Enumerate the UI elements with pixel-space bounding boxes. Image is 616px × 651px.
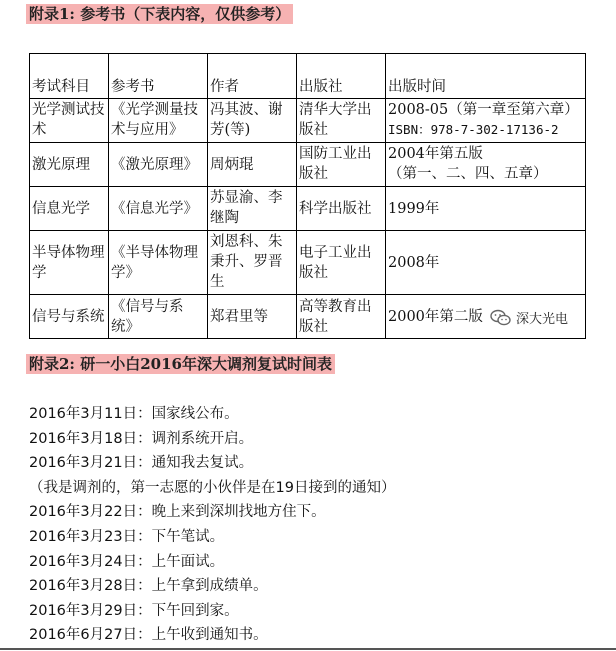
cell-publisher: 清华大学出版社 — [297, 99, 386, 143]
cell-author: 刘恩科、朱秉升、罗晋生 — [208, 231, 297, 295]
list-item: 2016年3月11日：国家线公布。 — [29, 406, 239, 422]
appendix2-title: 附录2: 研一小白2016年深大调剂复试时间表 — [26, 354, 335, 374]
cell-publisher: 国防工业出版社 — [297, 143, 386, 187]
bottom-divider — [0, 648, 616, 650]
date-text: 2004年第五版 — [388, 146, 483, 162]
cell-subject: 信息光学 — [30, 187, 109, 231]
table-row — [30, 143, 586, 187]
cell-subject: 半导体物理学 — [30, 231, 109, 295]
cell-book: 《信号与系统》 — [109, 295, 208, 339]
header-subject: 考试科目 — [30, 54, 109, 99]
list-item: 2016年6月27日：上午收到通知书。 — [29, 627, 268, 644]
cell-book: 《激光原理》 — [109, 143, 208, 187]
cell-date: 1999年 — [386, 187, 586, 231]
cell-author: 周炳琨 — [208, 143, 297, 187]
cell-author: 冯其波、谢芳(等) — [208, 99, 297, 143]
date-note: （第一、二、四、五章） — [388, 166, 548, 182]
list-item: （我是调剂的，第一志愿的小伙伴是在19日接到的通知） — [29, 479, 396, 496]
date-text: 2008-05（第一章至第六章） — [388, 102, 579, 118]
table-header-row — [30, 54, 586, 99]
isbn-text: ISBN：978-7-302-17136-2 — [388, 122, 559, 137]
cell-publisher: 高等教育出版社 — [297, 295, 386, 339]
list-item: 2016年3月23日：下午笔试。 — [29, 528, 225, 545]
list-item: 2016年3月28日：上午拿到成绩单。 — [29, 578, 268, 595]
header-date: 出版时间 — [386, 54, 586, 99]
cell-date — [386, 99, 586, 143]
watermark — [490, 308, 568, 327]
reference-table — [29, 53, 586, 339]
cell-date: 2008年 — [386, 231, 586, 295]
cell-book: 《信息光学》 — [109, 187, 208, 231]
cell-book: 《半导体物理学》 — [109, 231, 208, 295]
wechat-icon — [490, 309, 512, 327]
list-item: 2016年3月21日：通知我去复试。 — [29, 455, 254, 472]
header-book: 参考书 — [109, 54, 208, 99]
header-publisher: 出版社 — [297, 54, 386, 99]
cell-subject: 激光原理 — [30, 143, 109, 187]
cell-publisher: 电子工业出版社 — [297, 231, 386, 295]
cell-date — [386, 143, 586, 187]
cell-author: 苏显渝、李继陶 — [208, 187, 297, 231]
list-item: 2016年3月22日：晚上来到深圳找地方住下。 — [29, 504, 326, 521]
cell-author: 郑君里等 — [208, 295, 297, 339]
header-author: 作者 — [208, 54, 297, 99]
appendix1-title: 附录1: 参考书（下表内容，仅供参考） — [26, 4, 293, 24]
cell-publisher: 科学出版社 — [297, 187, 386, 231]
table-row — [30, 187, 586, 231]
list-item: 2016年3月29日：下午回到家。 — [29, 602, 239, 619]
timeline-list — [29, 402, 395, 648]
list-item: 2016年3月18日：调剂系统开启。 — [29, 430, 254, 447]
watermark-text: 深大光电 — [516, 312, 569, 327]
table-row — [30, 99, 586, 143]
cell-date: 2000年第二版 — [386, 295, 586, 339]
table-row — [30, 231, 586, 295]
cell-subject: 信号与系统 — [30, 295, 109, 339]
cell-subject: 光学测试技术 — [30, 99, 109, 143]
cell-book: 《光学测量技术与应用》 — [109, 99, 208, 143]
list-item: 2016年3月24日：上午面试。 — [29, 553, 225, 570]
